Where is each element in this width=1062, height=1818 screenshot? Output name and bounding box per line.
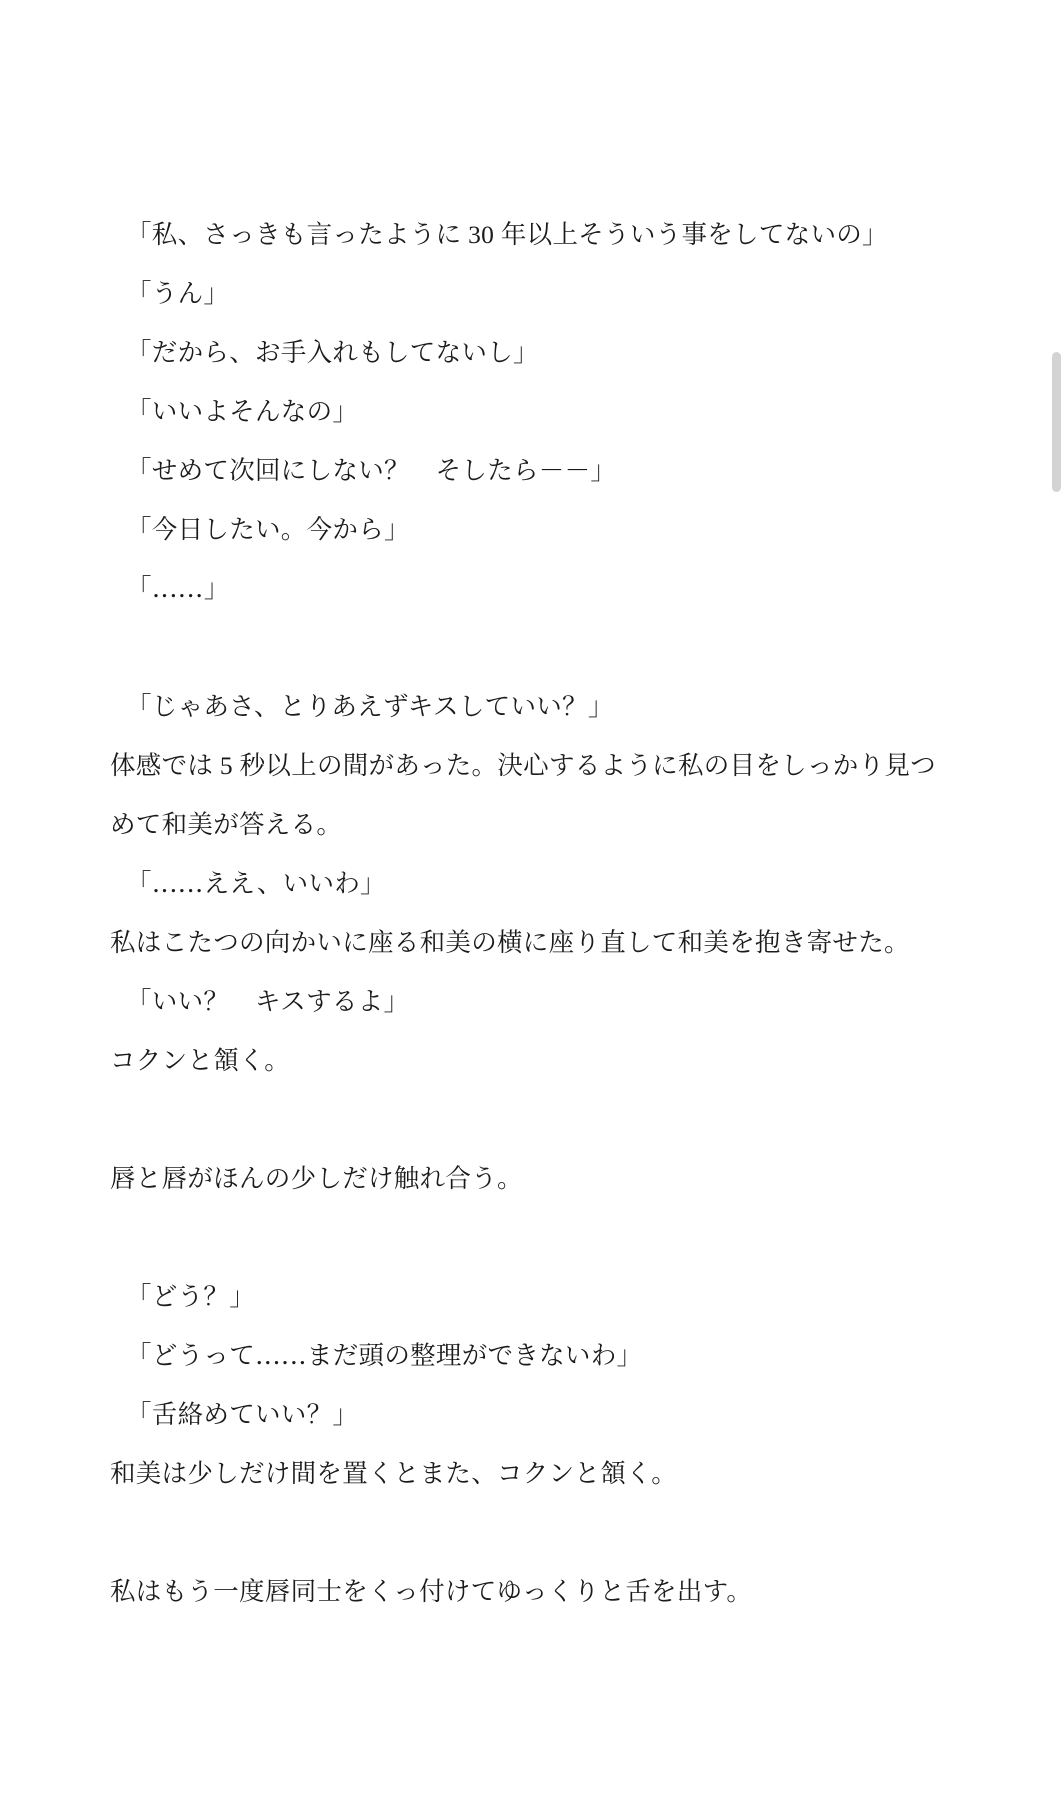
text-line: 和美は少しだけ間を置くとまた、コクンと頷く。: [110, 1459, 678, 1488]
text-line: 「せめて次回にしない？ そしたら－－」: [126, 456, 617, 485]
text-line: 私はこたつの向かいに座る和美の横に座り直して和美を抱き寄せた。: [110, 928, 910, 957]
text-line: 体感では 5 秒以上の間があった。決心するように私の目をしっかり見つめて和美が答える。: [110, 751, 936, 839]
text-line: 「私、さっきも言ったように 30 年以上そういう事をしてないの」: [126, 220, 888, 249]
text-line: 「どうって‥‥‥まだ頭の整理ができないわ」: [126, 1341, 643, 1370]
paragraph-gap: [126, 1208, 936, 1267]
text-line: 「‥‥‥ええ、いいわ」: [126, 869, 386, 898]
text-line: 「いい？ キスするよ」: [126, 987, 410, 1016]
text-line: 「うん」: [126, 279, 230, 308]
text-line: 「だから、お手入れもしてないし」: [126, 338, 539, 367]
text-line: 「いいよそんなの」: [126, 397, 359, 426]
document-text-body: [110, 205, 936, 1621]
text-line: 「どう？」: [126, 1282, 256, 1311]
scrollbar[interactable]: [1050, 0, 1062, 1818]
text-line: 唇と唇がほんの少しだけ触れ合う。: [110, 1164, 523, 1193]
text-line: コクンと頷く。: [110, 1046, 291, 1075]
text-line: 「‥‥‥」: [126, 574, 230, 603]
paragraph-gap: [126, 1090, 936, 1149]
text-line: 「今日したい。今から」: [126, 515, 410, 544]
scrollbar-thumb[interactable]: [1052, 352, 1061, 492]
text-line: 「じゃあさ、とりあえずキスしていい？」: [126, 692, 614, 721]
text-line: 「舌絡めていい？」: [126, 1400, 359, 1429]
paragraph-gap: [126, 618, 936, 677]
paragraph-gap: [126, 1503, 936, 1562]
text-line: 私はもう一度唇同士をくっ付けてゆっくりと舌を出す。: [110, 1577, 753, 1606]
